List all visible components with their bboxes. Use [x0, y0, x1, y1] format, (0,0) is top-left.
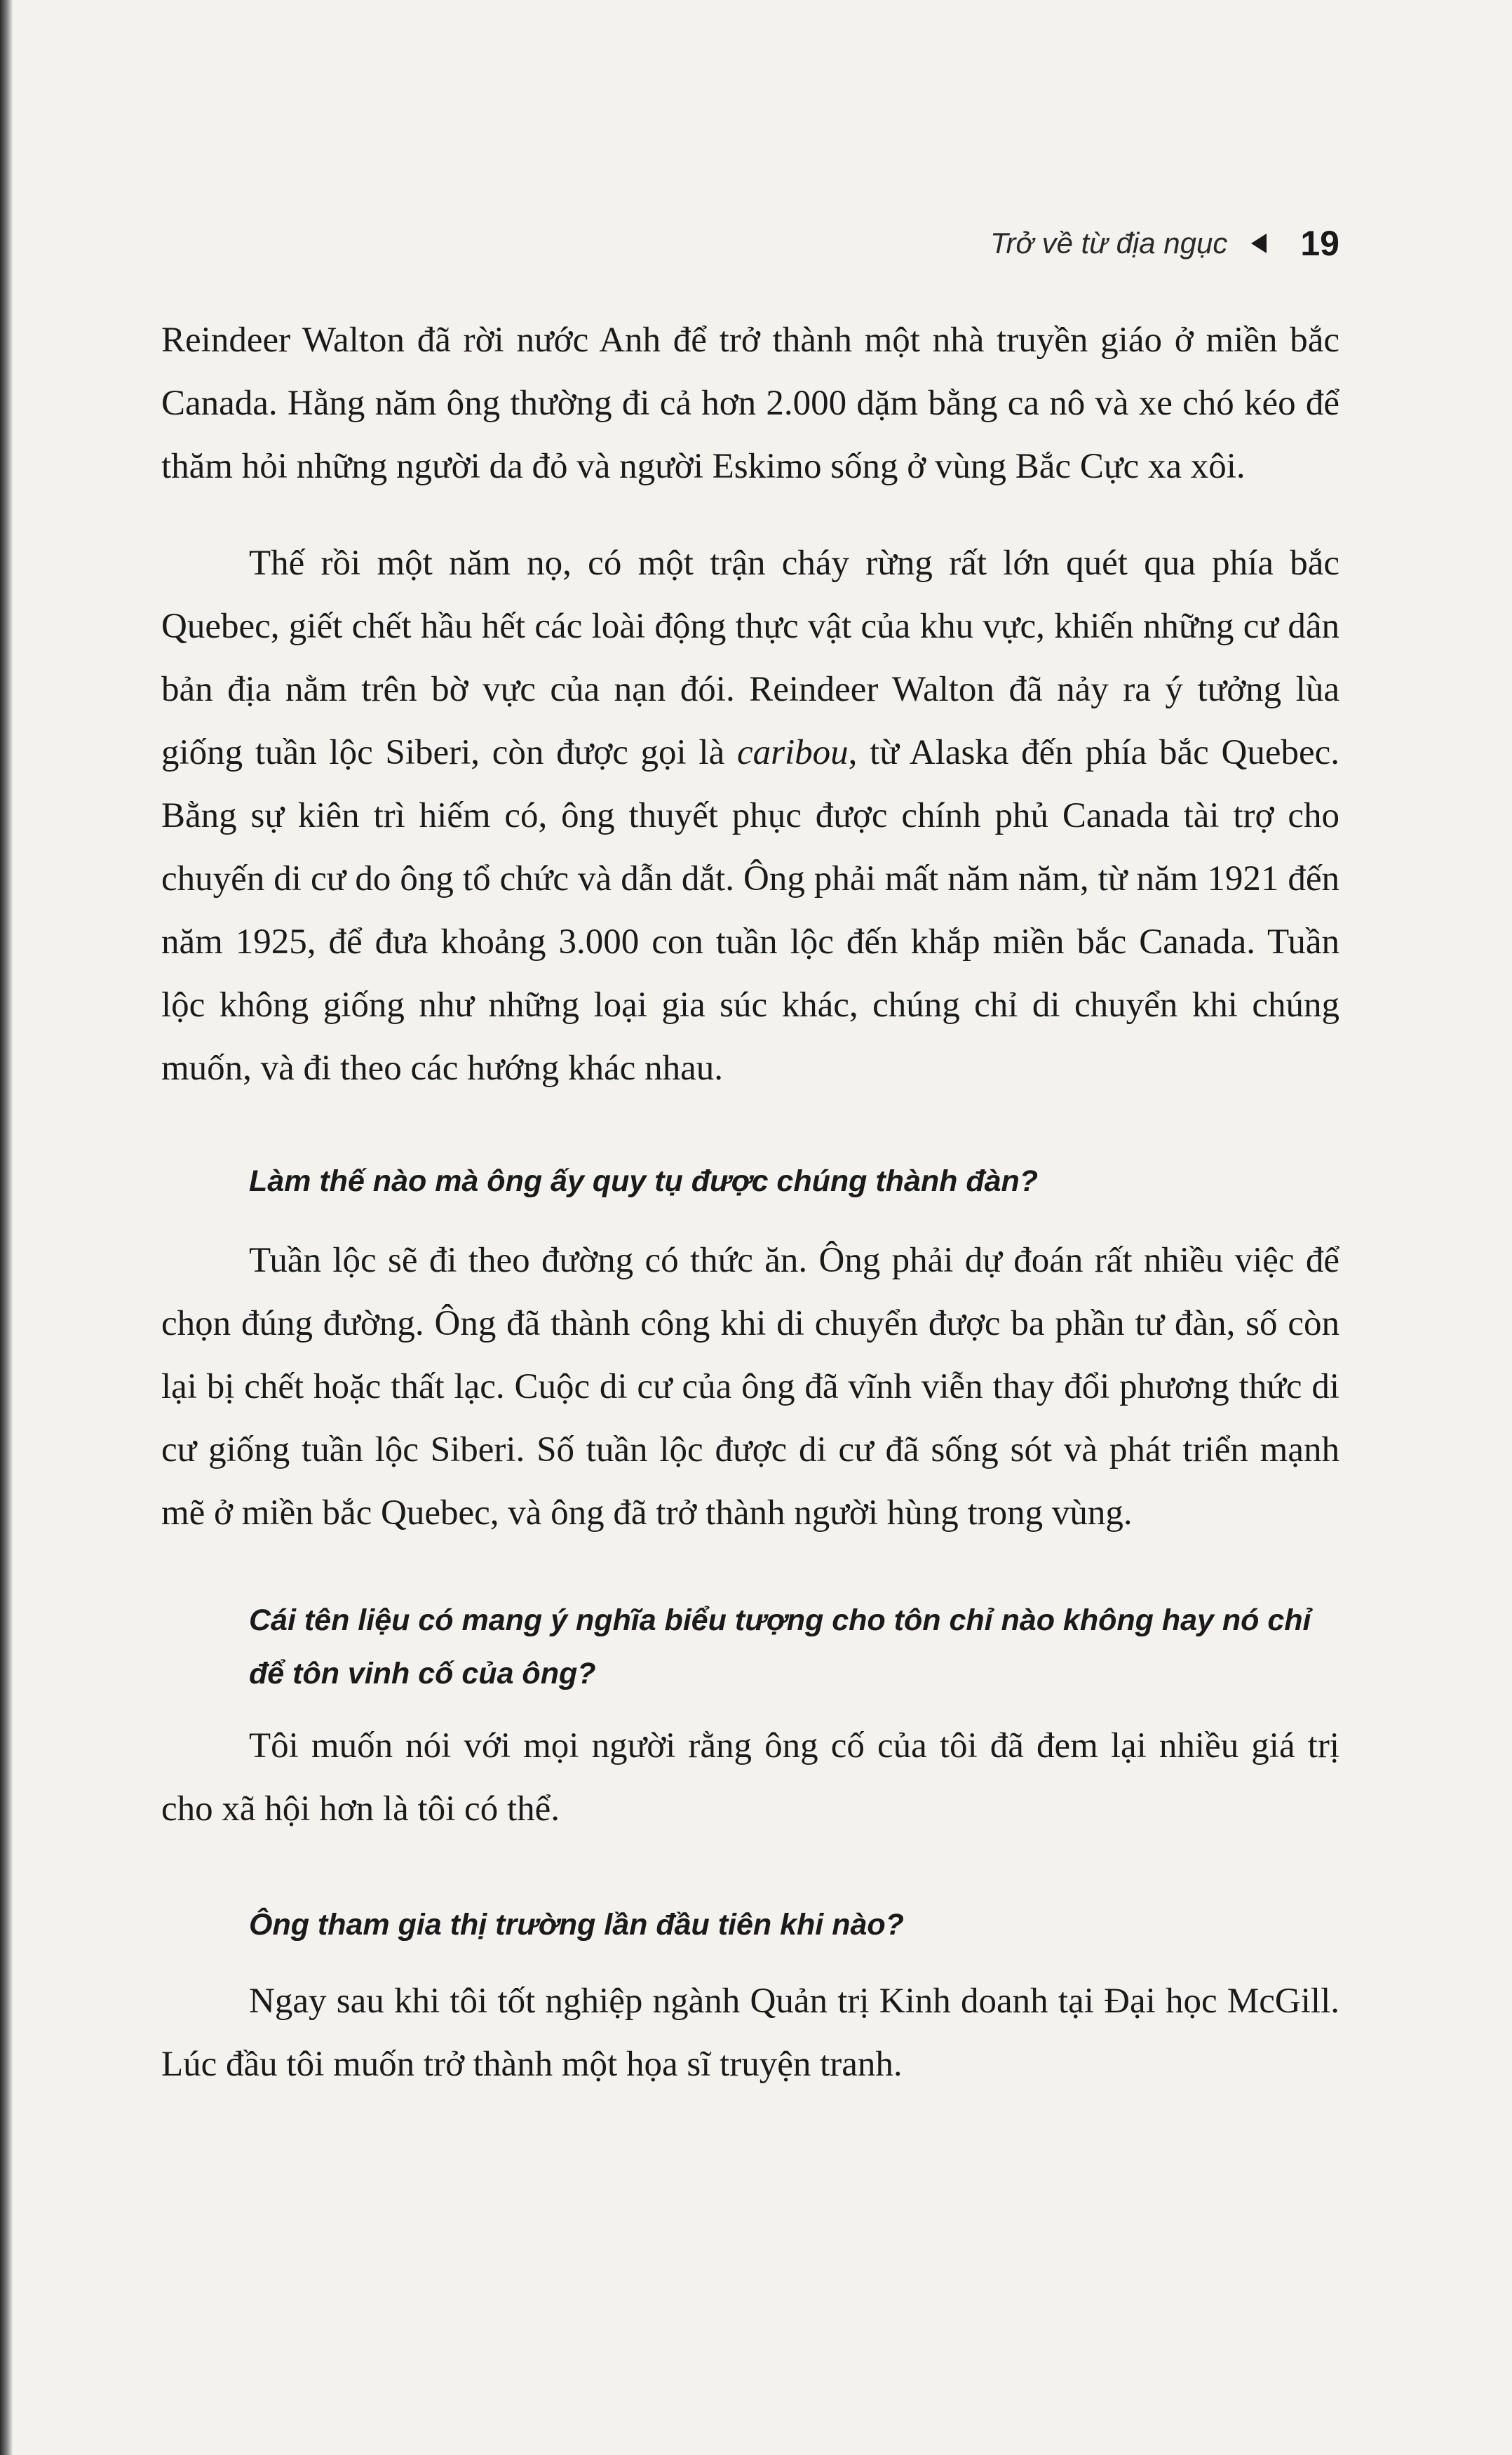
answer-3: Ngay sau khi tôi tốt nghiệp ngành Quản trị Kinh doanh tại Đại học McGill. Lúc đầu tôi muốn trở thành một họa sĩ truyện tranh. — [161, 1982, 1339, 2084]
paragraph-2-part-a: Thế rồi một năm nọ, có một trận cháy rừng rất lớn quét qua phía bắc Quebec, giết chết hầu hết các loài động thực vật của khu vực, khiến những cư dân bản địa nằm trên bờ vực của nạn đói. Reindeer Walton đã nảy ra ý tưởng lùa giống tuần lộc Siberi, còn được gọi là — [161, 544, 1339, 772]
paragraph-2-part-b: , từ Alaska đến phía bắc Quebec. Bằng sự kiên trì hiếm có, ông thuyết phục được chính phủ Canada tài trợ cho chuyến di cư do ông tổ chức và dẫn dắt. Ông phải mất năm năm, từ năm 1921 đến năm 1925, để đưa khoảng 3.000 con tuần lộc đến khắp miền bắc Canada. Tuần lộc không giống như những loại gia súc khác, chúng chỉ di chuyển khi chúng muốn, và đi theo các hướng khác nhau. — [161, 733, 1340, 1088]
page-scan-edge — [0, 0, 13, 2455]
page-header — [161, 223, 1339, 272]
interview-question-2: Cái tên liệu có mang ý nghĩa biểu tượng cho tôn chỉ nào không hay nó chỉ để tôn vinh cố của ông? — [249, 1603, 1311, 1690]
paragraph-2 — [161, 532, 1339, 1100]
triangle-marker-icon — [1251, 234, 1267, 253]
answer-2: Tôi muốn nói với mọi người rằng ông cố của tôi đã đem lại nhiều giá trị cho xã hội hơn là tôi có thể. — [161, 1726, 1339, 1829]
answer-1: Tuần lộc sẽ đi theo đường có thức ăn. Ông phải dự đoán rất nhiều việc để chọn đúng đường. Ông đã thành công khi di chuyển được ba phần tư đàn, số còn lại bị chết hoặc thất lạc. Cuộc di cư của ông đã vĩnh viễn thay đổi phương thức di cư giống tuần lộc Siberi. Số tuần lộc được di cư đã sống sót và phát triển mạnh mẽ ở miền bắc Quebec, và ông đã trở thành người hùng trong vùng. — [161, 1241, 1339, 1533]
paragraph-1: Reindeer Walton đã rời nước Anh để trở thành một nhà truyền giáo ở miền bắc Canada. Hằng năm ông thường đi cả hơn 2.000 dặm bằng ca nô và xe chó kéo để thăm hỏi những người da đỏ và người Eskimo sống ở vùng Bắc Cực xa xôi. — [161, 321, 1339, 486]
interview-question-1: Làm thế nào mà ông ấy quy tụ được chúng thành đàn? — [249, 1164, 1039, 1198]
caribou-term: caribou — [736, 733, 849, 772]
page-body — [161, 309, 1339, 2096]
interview-question-3: Ông tham gia thị trường lần đầu tiên khi nào? — [249, 1908, 904, 1942]
running-head: Trở về từ địa ngục — [990, 227, 1228, 260]
page-number: 19 — [1300, 224, 1339, 263]
